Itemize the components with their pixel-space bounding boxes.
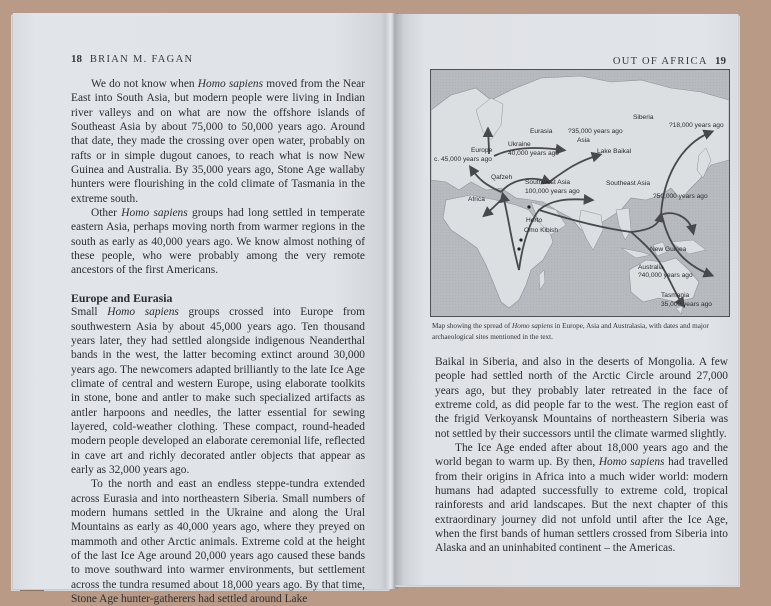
paragraph: Small Homo sapiens groups crossed into Europe from southwestern Asia by about 45,000 years ago. Ten thousand years later, they had settled alongside indigenous Neanderthal bands in the west, the latter becoming extinct around 30,000 years ago. The newcomers adapted brilliantly to the late Ice Age climate of central and western Europe, using elaborate toolkits in stone, bone and antler to make such specialized artifacts as antler harpoons and needles, the latter essential for sewing layered, cold-weather clothing. These compact, round-headed modern people developed an elaborate ceremonial life, reflected in cave art and richly decorated antler objects that appear as early as 32,000 years ago. bbox=[71, 306, 365, 476]
map-label-australia: Australia bbox=[638, 264, 664, 271]
migration-map bbox=[430, 69, 730, 317]
map-label-africa: Africa bbox=[468, 196, 485, 203]
map-label-qafzeh: Qafzeh bbox=[491, 174, 513, 181]
paragraph: Baikal in Siberia, and also in the deserts of Mongolia. A few people had settled north of the Arctic Circle around 27,000 years ago, but they probably later retreated in the face of extreme cold, as did people far to the west. The region east of the frigid Verkoyansk Mountains of northeastern Siberia was not settled by their successors until the climate warmed slightly. bbox=[435, 356, 728, 440]
map-label-australia-date: ?40,000 years ago bbox=[638, 272, 693, 279]
map-label-ne-date: ?18,000 years ago bbox=[669, 122, 724, 129]
paragraph: We do not know when Homo sapiens moved from the Near East into South Asia, but modern people were living in Indian river valleys and on what are now the offshore islands of Southeast Asia by about 75,000 to 50,000 years ago. Around that date, they made the crossing over open water, probably on rafts or in simple dugout canoes, to reach what is now New Guinea and Australia. By 35,000 years ago, Stone Age wallaby hunters were flourishing in the cold climate of Tasmania in the extreme south. bbox=[71, 78, 365, 205]
map-label-southeast-asia: Southeast Asia bbox=[606, 180, 650, 187]
map-label-herto: Herto bbox=[526, 217, 543, 224]
paragraph: To the north and east an endless steppe-tundra extended across Eurasia and into northeastern Siberia. Small numbers of modern humans settled in the Ukraine and along the Ural Mountains as early as 40,000 years ago, where they preyed on mammoth and other Arctic animals. Extreme cold at the height of the last Ice Age around 20,000 years ago caused these bands to move southward into warmer environments, but settlement across the tundra resumed about 18,000 years ago. By that time, Stone Age hunter-gatherers had settled around Lake bbox=[71, 478, 365, 606]
map-label-southeast-asia-date: ?50,000 years ago bbox=[653, 193, 708, 200]
page-number: 18 bbox=[71, 53, 82, 65]
map-label-eurasia: Eurasia bbox=[530, 128, 553, 135]
left-page bbox=[13, 13, 391, 606]
map-label-omo-kibish: Omo Kibish bbox=[524, 227, 559, 234]
map-label-tasmania-date: 35,000 years ago bbox=[661, 301, 712, 308]
paragraph: The Ice Age ended after about 18,000 years ago and the world began to warm up. By then, Homo sapiens had travelled from their origins in Africa into a much wider world: modern humans had adapted successfully to extreme cold, tropical rainforests and arid landscapes. But the next chapter of this extraordinary journey did not unfold until after the Ice Age, when the first bands of human settlers crossed from Siberia into Alaska and an uninhabited continent – the Americas. bbox=[435, 442, 728, 555]
map-label-ukraine-date: 40,000 years ago bbox=[508, 150, 559, 157]
map-label-new-guinea: New Guinea bbox=[650, 246, 687, 253]
map-label-asia-date: ?35,000 years ago bbox=[568, 128, 623, 135]
running-head-right bbox=[394, 55, 726, 67]
map-label-southwest-asia-date: 100,000 years ago bbox=[525, 188, 580, 195]
table-edge-mark bbox=[20, 590, 44, 591]
left-text-block bbox=[71, 77, 365, 606]
map-label-ukraine: Ukraine bbox=[508, 141, 531, 148]
map-label-europe: Europe bbox=[471, 147, 493, 154]
map-label-southwest-asia: Southwest Asia bbox=[525, 179, 571, 186]
chapter-title: OUT OF AFRICA bbox=[612, 56, 708, 67]
right-page bbox=[394, 14, 738, 585]
paragraph: Other Homo sapiens groups had long settled in temperate eastern Asia, perhaps moving north from warmer regions in the south as early as 40,000 years ago. We know almost nothing of these people, who were probably among the very remote ancestors of the first Americans. bbox=[71, 207, 365, 277]
map-caption: Map showing the spread of Homo sapiens in Europe, Asia and Australasia, with dates and major archaeological sites mentioned in the text. bbox=[432, 322, 709, 341]
map-label-lake-baikal: Lake Baikal bbox=[597, 148, 632, 155]
section-heading: Europe and Eurasia bbox=[71, 290, 173, 305]
right-text-block bbox=[435, 355, 728, 556]
page-number: 19 bbox=[715, 55, 726, 67]
running-head-left bbox=[71, 53, 193, 65]
map-label-asia: Asia bbox=[577, 137, 590, 144]
map-label-tasmania: Tasmania bbox=[661, 292, 690, 299]
map-label-europe-date: c. 45,000 years ago bbox=[434, 156, 492, 163]
map-label-siberia: Siberia bbox=[633, 114, 654, 121]
author-name: BRIAN M. FAGAN bbox=[89, 54, 194, 65]
